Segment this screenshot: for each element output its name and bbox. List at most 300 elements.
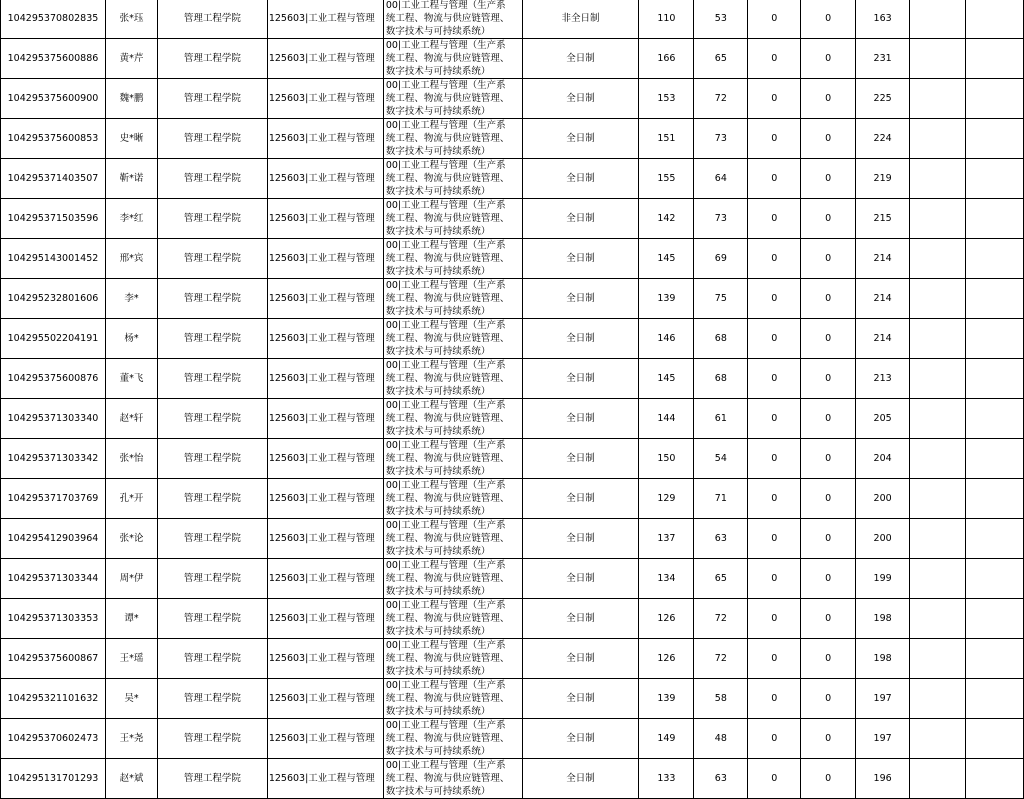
cell-empty[interactable] bbox=[910, 0, 966, 39]
table-row bbox=[1, 119, 1024, 159]
cell-total[interactable]: 199 bbox=[856, 559, 910, 599]
cell-score-2[interactable]: 72 bbox=[694, 639, 748, 679]
cell-score-1[interactable]: 145 bbox=[639, 359, 694, 399]
table-row bbox=[1, 639, 1024, 679]
cell-name[interactable]: 谭* bbox=[105, 599, 157, 639]
cell-study-mode[interactable]: 全日制 bbox=[522, 639, 639, 679]
cell-score-3[interactable]: 0 bbox=[748, 479, 801, 519]
cell-empty[interactable] bbox=[910, 719, 966, 759]
cell-name[interactable]: 史*晰 bbox=[105, 119, 157, 159]
cell-name[interactable]: 董*飞 bbox=[105, 359, 157, 399]
direction-line: 数字技术与可持续系统） bbox=[385, 266, 491, 277]
direction-line: 00|工业工程与管理（生产系 bbox=[385, 520, 506, 531]
cell-major[interactable]: 125603|工业工程与管理 bbox=[267, 279, 383, 319]
cell-empty[interactable] bbox=[910, 79, 966, 119]
cell-score-4[interactable]: 0 bbox=[801, 159, 856, 199]
cell-score-3[interactable]: 0 bbox=[748, 199, 801, 239]
cell-exam-id[interactable]: 104295370602473 bbox=[1, 719, 106, 759]
cell-study-mode[interactable]: 全日制 bbox=[522, 559, 639, 599]
cell-name[interactable]: 张*怡 bbox=[105, 439, 157, 479]
cell-study-mode[interactable]: 全日制 bbox=[522, 79, 639, 119]
cell-direction[interactable] bbox=[383, 79, 522, 119]
cell-total[interactable]: 200 bbox=[856, 479, 910, 519]
cell-score-3[interactable]: 0 bbox=[748, 79, 801, 119]
cell-score-3[interactable]: 0 bbox=[748, 39, 801, 79]
direction-line: 00|工业工程与管理（生产系 bbox=[385, 360, 506, 371]
direction-line: 统工程、物流与供应链管理、 bbox=[385, 453, 510, 464]
cell-score-1[interactable]: 129 bbox=[639, 479, 694, 519]
cell-empty[interactable] bbox=[910, 679, 966, 719]
cell-college[interactable]: 管理工程学院 bbox=[157, 439, 267, 479]
cell-empty[interactable] bbox=[910, 279, 966, 319]
cell-total[interactable]: 200 bbox=[856, 519, 910, 559]
cell-total[interactable]: 163 bbox=[856, 0, 910, 39]
cell-major[interactable]: 125603|工业工程与管理 bbox=[267, 359, 383, 399]
cell-score-3[interactable]: 0 bbox=[748, 399, 801, 439]
cell-empty[interactable] bbox=[966, 39, 1024, 79]
cell-major[interactable]: 125603|工业工程与管理 bbox=[267, 719, 383, 759]
cell-direction[interactable] bbox=[383, 679, 522, 719]
cell-college[interactable]: 管理工程学院 bbox=[157, 159, 267, 199]
cell-study-mode[interactable]: 全日制 bbox=[522, 279, 639, 319]
cell-direction[interactable] bbox=[383, 439, 522, 479]
cell-direction[interactable] bbox=[383, 279, 522, 319]
cell-score-1[interactable]: 150 bbox=[639, 439, 694, 479]
cell-score-1[interactable]: 110 bbox=[639, 0, 694, 39]
cell-study-mode[interactable]: 全日制 bbox=[522, 759, 639, 799]
cell-score-4[interactable]: 0 bbox=[801, 319, 856, 359]
direction-line: 00|工业工程与管理（生产系 bbox=[385, 80, 506, 91]
cell-score-4[interactable]: 0 bbox=[801, 79, 856, 119]
cell-exam-id[interactable]: 104295375600853 bbox=[1, 119, 106, 159]
cell-empty[interactable] bbox=[966, 759, 1024, 799]
cell-name[interactable]: 赵*轩 bbox=[105, 399, 157, 439]
cell-exam-id[interactable]: 104295371503596 bbox=[1, 199, 106, 239]
cell-direction[interactable] bbox=[383, 119, 522, 159]
cell-major[interactable]: 125603|工业工程与管理 bbox=[267, 759, 383, 799]
cell-direction[interactable] bbox=[383, 599, 522, 639]
cell-direction[interactable] bbox=[383, 639, 522, 679]
cell-exam-id[interactable]: 104295502204191 bbox=[1, 319, 106, 359]
cell-empty[interactable] bbox=[910, 759, 966, 799]
cell-score-1[interactable]: 153 bbox=[639, 79, 694, 119]
cell-score-1[interactable]: 133 bbox=[639, 759, 694, 799]
cell-college[interactable]: 管理工程学院 bbox=[157, 0, 267, 39]
cell-total[interactable]: 205 bbox=[856, 399, 910, 439]
cell-empty[interactable] bbox=[966, 79, 1024, 119]
cell-total[interactable]: 213 bbox=[856, 359, 910, 399]
cell-score-2[interactable]: 65 bbox=[694, 559, 748, 599]
cell-empty[interactable] bbox=[966, 519, 1024, 559]
direction-line: 统工程、物流与供应链管理、 bbox=[385, 613, 510, 624]
cell-major[interactable]: 125603|工业工程与管理 bbox=[267, 679, 383, 719]
cell-score-4[interactable]: 0 bbox=[801, 519, 856, 559]
cell-exam-id[interactable]: 104295370802835 bbox=[1, 0, 106, 39]
cell-empty[interactable] bbox=[966, 599, 1024, 639]
direction-line: 统工程、物流与供应链管理、 bbox=[385, 413, 510, 424]
cell-score-1[interactable]: 139 bbox=[639, 679, 694, 719]
table-row bbox=[1, 199, 1024, 239]
cell-score-4[interactable]: 0 bbox=[801, 759, 856, 799]
cell-score-4[interactable]: 0 bbox=[801, 39, 856, 79]
cell-score-4[interactable]: 0 bbox=[801, 479, 856, 519]
cell-empty[interactable] bbox=[966, 319, 1024, 359]
cell-score-2[interactable]: 68 bbox=[694, 359, 748, 399]
cell-study-mode[interactable]: 非全日制 bbox=[522, 0, 639, 39]
direction-line: 00|工业工程与管理（生产系 bbox=[385, 640, 506, 651]
cell-major[interactable]: 125603|工业工程与管理 bbox=[267, 239, 383, 279]
cell-score-4[interactable]: 0 bbox=[801, 199, 856, 239]
cell-college[interactable]: 管理工程学院 bbox=[157, 319, 267, 359]
cell-exam-id[interactable]: 104295371403507 bbox=[1, 159, 106, 199]
cell-study-mode[interactable]: 全日制 bbox=[522, 479, 639, 519]
cell-score-3[interactable]: 0 bbox=[748, 679, 801, 719]
cell-college[interactable]: 管理工程学院 bbox=[157, 479, 267, 519]
cell-study-mode[interactable]: 全日制 bbox=[522, 39, 639, 79]
direction-line: 统工程、物流与供应链管理、 bbox=[385, 93, 510, 104]
cell-total[interactable]: 214 bbox=[856, 319, 910, 359]
cell-exam-id[interactable]: 104295232801606 bbox=[1, 279, 106, 319]
cell-empty[interactable] bbox=[910, 439, 966, 479]
cell-score-3[interactable]: 0 bbox=[748, 599, 801, 639]
cell-empty[interactable] bbox=[910, 239, 966, 279]
cell-empty[interactable] bbox=[966, 119, 1024, 159]
cell-college[interactable]: 管理工程学院 bbox=[157, 679, 267, 719]
cell-study-mode[interactable]: 全日制 bbox=[522, 119, 639, 159]
cell-score-2[interactable]: 68 bbox=[694, 319, 748, 359]
cell-score-1[interactable]: 139 bbox=[639, 279, 694, 319]
cell-study-mode[interactable]: 全日制 bbox=[522, 359, 639, 399]
table-row bbox=[1, 79, 1024, 119]
cell-major[interactable]: 125603|工业工程与管理 bbox=[267, 199, 383, 239]
direction-line: 统工程、物流与供应链管理、 bbox=[385, 733, 510, 744]
cell-exam-id[interactable]: 104295375600886 bbox=[1, 39, 106, 79]
cell-exam-id[interactable]: 104295371703769 bbox=[1, 479, 106, 519]
cell-name[interactable]: 张*珏 bbox=[105, 0, 157, 39]
cell-score-3[interactable]: 0 bbox=[748, 439, 801, 479]
cell-empty[interactable] bbox=[910, 519, 966, 559]
direction-line: 00|工业工程与管理（生产系 bbox=[385, 240, 506, 251]
cell-direction[interactable] bbox=[383, 559, 522, 599]
cell-score-3[interactable]: 0 bbox=[748, 759, 801, 799]
cell-score-4[interactable]: 0 bbox=[801, 359, 856, 399]
table-row bbox=[1, 439, 1024, 479]
cell-score-3[interactable]: 0 bbox=[748, 519, 801, 559]
cell-empty[interactable] bbox=[966, 439, 1024, 479]
cell-direction[interactable] bbox=[383, 159, 522, 199]
cell-score-4[interactable]: 0 bbox=[801, 719, 856, 759]
cell-score-4[interactable]: 0 bbox=[801, 639, 856, 679]
direction-line: 统工程、物流与供应链管理、 bbox=[385, 533, 510, 544]
table-row bbox=[1, 279, 1024, 319]
cell-major[interactable]: 125603|工业工程与管理 bbox=[267, 319, 383, 359]
cell-score-1[interactable]: 144 bbox=[639, 399, 694, 439]
cell-empty[interactable] bbox=[966, 0, 1024, 39]
cell-name[interactable]: 赵*斌 bbox=[105, 759, 157, 799]
cell-total[interactable]: 198 bbox=[856, 639, 910, 679]
cell-score-3[interactable]: 0 bbox=[748, 159, 801, 199]
cell-exam-id[interactable]: 104295131701293 bbox=[1, 759, 106, 799]
cell-score-1[interactable]: 126 bbox=[639, 599, 694, 639]
cell-major[interactable]: 125603|工业工程与管理 bbox=[267, 639, 383, 679]
cell-total[interactable]: 225 bbox=[856, 79, 910, 119]
cell-college[interactable]: 管理工程学院 bbox=[157, 239, 267, 279]
cell-score-3[interactable]: 0 bbox=[748, 639, 801, 679]
direction-line: 00|工业工程与管理（生产系 bbox=[385, 160, 506, 171]
cell-score-4[interactable]: 0 bbox=[801, 599, 856, 639]
cell-study-mode[interactable]: 全日制 bbox=[522, 719, 639, 759]
cell-empty[interactable] bbox=[910, 319, 966, 359]
cell-score-1[interactable]: 166 bbox=[639, 39, 694, 79]
cell-direction[interactable] bbox=[383, 199, 522, 239]
cell-empty[interactable] bbox=[910, 199, 966, 239]
cell-total[interactable]: 204 bbox=[856, 439, 910, 479]
table-row bbox=[1, 719, 1024, 759]
direction-line: 00|工业工程与管理（生产系 bbox=[385, 440, 506, 451]
cell-score-1[interactable]: 151 bbox=[639, 119, 694, 159]
cell-major[interactable]: 125603|工业工程与管理 bbox=[267, 479, 383, 519]
direction-line: 统工程、物流与供应链管理、 bbox=[385, 493, 510, 504]
cell-score-1[interactable]: 126 bbox=[639, 639, 694, 679]
cell-direction[interactable] bbox=[383, 719, 522, 759]
cell-empty[interactable] bbox=[966, 159, 1024, 199]
cell-score-2[interactable]: 48 bbox=[694, 719, 748, 759]
cell-college[interactable]: 管理工程学院 bbox=[157, 359, 267, 399]
cell-score-3[interactable]: 0 bbox=[748, 359, 801, 399]
cell-score-1[interactable]: 134 bbox=[639, 559, 694, 599]
cell-study-mode[interactable]: 全日制 bbox=[522, 319, 639, 359]
cell-name[interactable]: 吴* bbox=[105, 679, 157, 719]
cell-major[interactable]: 125603|工业工程与管理 bbox=[267, 39, 383, 79]
cell-score-4[interactable]: 0 bbox=[801, 559, 856, 599]
cell-score-1[interactable]: 149 bbox=[639, 719, 694, 759]
cell-score-2[interactable]: 71 bbox=[694, 479, 748, 519]
cell-score-2[interactable]: 72 bbox=[694, 599, 748, 639]
cell-total[interactable]: 196 bbox=[856, 759, 910, 799]
cell-name[interactable]: 孔*开 bbox=[105, 479, 157, 519]
cell-score-1[interactable]: 145 bbox=[639, 239, 694, 279]
cell-major[interactable]: 125603|工业工程与管理 bbox=[267, 559, 383, 599]
cell-study-mode[interactable]: 全日制 bbox=[522, 199, 639, 239]
cell-score-3[interactable]: 0 bbox=[748, 0, 801, 39]
cell-score-1[interactable]: 146 bbox=[639, 319, 694, 359]
cell-score-2[interactable]: 54 bbox=[694, 439, 748, 479]
cell-score-2[interactable]: 73 bbox=[694, 199, 748, 239]
cell-college[interactable]: 管理工程学院 bbox=[157, 719, 267, 759]
cell-score-2[interactable]: 61 bbox=[694, 399, 748, 439]
cell-empty[interactable] bbox=[910, 119, 966, 159]
cell-college[interactable]: 管理工程学院 bbox=[157, 399, 267, 439]
cell-total[interactable]: 198 bbox=[856, 599, 910, 639]
cell-direction[interactable] bbox=[383, 519, 522, 559]
direction-line: 统工程、物流与供应链管理、 bbox=[385, 253, 510, 264]
cell-name[interactable]: 杨* bbox=[105, 319, 157, 359]
direction-line: 00|工业工程与管理（生产系 bbox=[385, 600, 506, 611]
cell-exam-id[interactable]: 104295375600900 bbox=[1, 79, 106, 119]
cell-score-3[interactable]: 0 bbox=[748, 239, 801, 279]
cell-name[interactable]: 魏*鹏 bbox=[105, 79, 157, 119]
cell-total[interactable]: 219 bbox=[856, 159, 910, 199]
cell-empty[interactable] bbox=[910, 479, 966, 519]
cell-empty[interactable] bbox=[910, 359, 966, 399]
cell-score-4[interactable]: 0 bbox=[801, 439, 856, 479]
cell-empty[interactable] bbox=[910, 399, 966, 439]
cell-score-4[interactable]: 0 bbox=[801, 399, 856, 439]
cell-name[interactable]: 李* bbox=[105, 279, 157, 319]
cell-exam-id[interactable]: 104295371303344 bbox=[1, 559, 106, 599]
direction-line: 00|工业工程与管理（生产系 bbox=[385, 120, 506, 131]
cell-major[interactable]: 125603|工业工程与管理 bbox=[267, 439, 383, 479]
cell-score-2[interactable]: 53 bbox=[694, 0, 748, 39]
cell-exam-id[interactable]: 104295375600876 bbox=[1, 359, 106, 399]
cell-name[interactable]: 黄*芹 bbox=[105, 39, 157, 79]
table-row bbox=[1, 359, 1024, 399]
cell-exam-id[interactable]: 104295412903964 bbox=[1, 519, 106, 559]
cell-direction[interactable] bbox=[383, 39, 522, 79]
cell-study-mode[interactable]: 全日制 bbox=[522, 439, 639, 479]
cell-direction[interactable] bbox=[383, 399, 522, 439]
cell-direction[interactable] bbox=[383, 359, 522, 399]
cell-total[interactable]: 224 bbox=[856, 119, 910, 159]
cell-exam-id[interactable]: 104295371303340 bbox=[1, 399, 106, 439]
cell-name[interactable]: 邢*宾 bbox=[105, 239, 157, 279]
cell-score-2[interactable]: 73 bbox=[694, 119, 748, 159]
cell-total[interactable]: 214 bbox=[856, 279, 910, 319]
cell-total[interactable]: 197 bbox=[856, 679, 910, 719]
cell-empty[interactable] bbox=[966, 719, 1024, 759]
cell-empty[interactable] bbox=[910, 639, 966, 679]
cell-empty[interactable] bbox=[910, 159, 966, 199]
cell-major[interactable]: 125603|工业工程与管理 bbox=[267, 519, 383, 559]
cell-college[interactable]: 管理工程学院 bbox=[157, 639, 267, 679]
cell-major[interactable]: 125603|工业工程与管理 bbox=[267, 599, 383, 639]
direction-line: 00|工业工程与管理（生产系 bbox=[385, 480, 506, 491]
cell-total[interactable]: 214 bbox=[856, 239, 910, 279]
cell-direction[interactable] bbox=[383, 319, 522, 359]
cell-score-3[interactable]: 0 bbox=[748, 279, 801, 319]
cell-score-3[interactable]: 0 bbox=[748, 319, 801, 359]
cell-exam-id[interactable]: 104295375600867 bbox=[1, 639, 106, 679]
cell-college[interactable]: 管理工程学院 bbox=[157, 519, 267, 559]
cell-score-3[interactable]: 0 bbox=[748, 119, 801, 159]
direction-line: 数字技术与可持续系统） bbox=[385, 626, 491, 637]
cell-major[interactable]: 125603|工业工程与管理 bbox=[267, 159, 383, 199]
cell-name[interactable]: 靳*诺 bbox=[105, 159, 157, 199]
cell-empty[interactable] bbox=[966, 239, 1024, 279]
cell-score-2[interactable]: 75 bbox=[694, 279, 748, 319]
cell-name[interactable]: 张*论 bbox=[105, 519, 157, 559]
cell-name[interactable]: 王*尧 bbox=[105, 719, 157, 759]
cell-college[interactable]: 管理工程学院 bbox=[157, 599, 267, 639]
cell-exam-id[interactable]: 104295321101632 bbox=[1, 679, 106, 719]
cell-empty[interactable] bbox=[966, 559, 1024, 599]
cell-score-4[interactable]: 0 bbox=[801, 239, 856, 279]
cell-name[interactable]: 周*伊 bbox=[105, 559, 157, 599]
cell-empty[interactable] bbox=[966, 479, 1024, 519]
direction-line: 统工程、物流与供应链管理、 bbox=[385, 773, 510, 784]
cell-empty[interactable] bbox=[966, 199, 1024, 239]
direction-line: 数字技术与可持续系统） bbox=[385, 786, 491, 797]
direction-line: 统工程、物流与供应链管理、 bbox=[385, 13, 510, 24]
cell-score-2[interactable]: 63 bbox=[694, 759, 748, 799]
cell-empty[interactable] bbox=[966, 279, 1024, 319]
cell-score-4[interactable]: 0 bbox=[801, 279, 856, 319]
direction-line: 统工程、物流与供应链管理、 bbox=[385, 373, 510, 384]
cell-score-2[interactable]: 69 bbox=[694, 239, 748, 279]
cell-score-3[interactable]: 0 bbox=[748, 559, 801, 599]
cell-empty[interactable] bbox=[910, 599, 966, 639]
cell-direction[interactable] bbox=[383, 759, 522, 799]
cell-exam-id[interactable]: 104295371303342 bbox=[1, 439, 106, 479]
direction-line: 数字技术与可持续系统） bbox=[385, 146, 491, 157]
cell-name[interactable]: 王*瑶 bbox=[105, 639, 157, 679]
cell-total[interactable]: 231 bbox=[856, 39, 910, 79]
cell-college[interactable]: 管理工程学院 bbox=[157, 119, 267, 159]
cell-major[interactable]: 125603|工业工程与管理 bbox=[267, 0, 383, 39]
direction-line: 00|工业工程与管理（生产系 bbox=[385, 320, 506, 331]
cell-score-1[interactable]: 155 bbox=[639, 159, 694, 199]
cell-study-mode[interactable]: 全日制 bbox=[522, 239, 639, 279]
direction-line: 00|工业工程与管理（生产系 bbox=[385, 0, 506, 11]
cell-college[interactable]: 管理工程学院 bbox=[157, 759, 267, 799]
cell-direction[interactable] bbox=[383, 0, 522, 39]
cell-empty[interactable] bbox=[966, 399, 1024, 439]
cell-major[interactable]: 125603|工业工程与管理 bbox=[267, 399, 383, 439]
cell-college[interactable]: 管理工程学院 bbox=[157, 199, 267, 239]
cell-study-mode[interactable]: 全日制 bbox=[522, 519, 639, 559]
table-row bbox=[1, 239, 1024, 279]
cell-exam-id[interactable]: 104295143001452 bbox=[1, 239, 106, 279]
cell-college[interactable]: 管理工程学院 bbox=[157, 559, 267, 599]
direction-line: 数字技术与可持续系统） bbox=[385, 706, 491, 717]
cell-direction[interactable] bbox=[383, 239, 522, 279]
cell-exam-id[interactable]: 104295371303353 bbox=[1, 599, 106, 639]
cell-empty[interactable] bbox=[966, 359, 1024, 399]
table-row bbox=[1, 479, 1024, 519]
cell-name[interactable]: 李*红 bbox=[105, 199, 157, 239]
cell-score-2[interactable]: 65 bbox=[694, 39, 748, 79]
table-row bbox=[1, 0, 1024, 39]
cell-college[interactable]: 管理工程学院 bbox=[157, 79, 267, 119]
cell-score-4[interactable]: 0 bbox=[801, 119, 856, 159]
cell-college[interactable]: 管理工程学院 bbox=[157, 39, 267, 79]
cell-score-2[interactable]: 72 bbox=[694, 79, 748, 119]
cell-score-2[interactable]: 58 bbox=[694, 679, 748, 719]
cell-score-1[interactable]: 137 bbox=[639, 519, 694, 559]
cell-empty[interactable] bbox=[966, 639, 1024, 679]
cell-direction[interactable] bbox=[383, 479, 522, 519]
cell-score-3[interactable]: 0 bbox=[748, 719, 801, 759]
cell-study-mode[interactable]: 全日制 bbox=[522, 399, 639, 439]
cell-score-2[interactable]: 63 bbox=[694, 519, 748, 559]
cell-empty[interactable] bbox=[910, 559, 966, 599]
cell-college[interactable]: 管理工程学院 bbox=[157, 279, 267, 319]
cell-total[interactable]: 197 bbox=[856, 719, 910, 759]
cell-study-mode[interactable]: 全日制 bbox=[522, 599, 639, 639]
cell-score-1[interactable]: 142 bbox=[639, 199, 694, 239]
cell-major[interactable]: 125603|工业工程与管理 bbox=[267, 79, 383, 119]
cell-total[interactable]: 215 bbox=[856, 199, 910, 239]
cell-study-mode[interactable]: 全日制 bbox=[522, 679, 639, 719]
cell-score-4[interactable]: 0 bbox=[801, 0, 856, 39]
cell-score-2[interactable]: 64 bbox=[694, 159, 748, 199]
direction-line: 统工程、物流与供应链管理、 bbox=[385, 213, 510, 224]
cell-score-4[interactable]: 0 bbox=[801, 679, 856, 719]
cell-empty[interactable] bbox=[910, 39, 966, 79]
cell-empty[interactable] bbox=[966, 679, 1024, 719]
cell-study-mode[interactable]: 全日制 bbox=[522, 159, 639, 199]
cell-major[interactable]: 125603|工业工程与管理 bbox=[267, 119, 383, 159]
